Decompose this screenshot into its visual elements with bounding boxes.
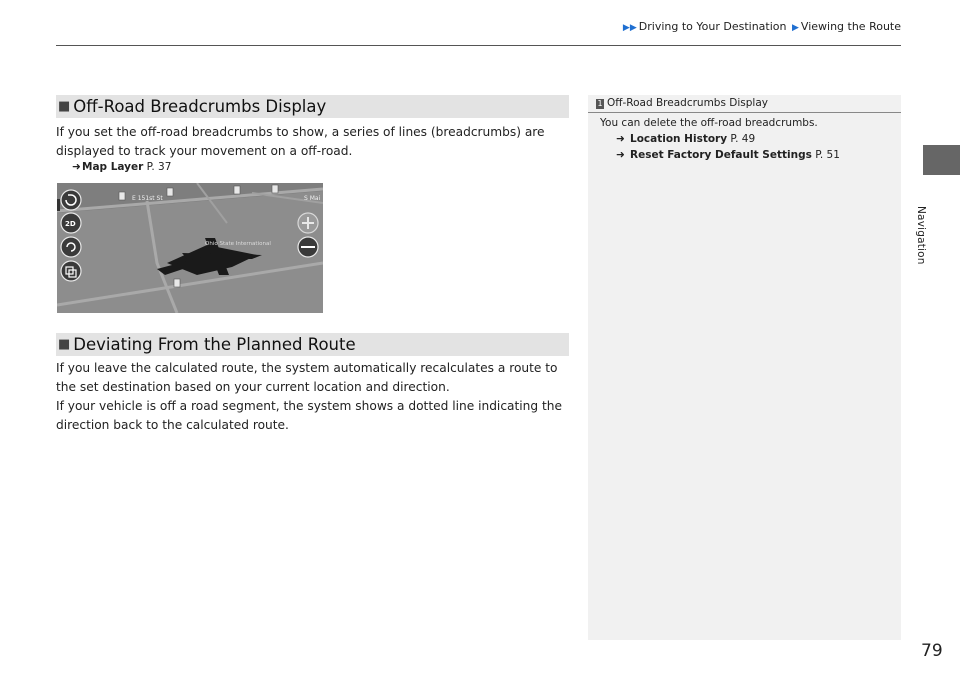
map-poi-icon — [272, 185, 278, 193]
xref-page: P. 37 — [146, 161, 172, 173]
back-button-icon — [61, 190, 81, 210]
map-layer-xref[interactable] — [72, 161, 171, 173]
map-screenshot — [57, 183, 323, 313]
map-poi-icon — [119, 192, 125, 200]
chapter-tab-marker — [923, 145, 960, 175]
note-title-text: Off-Road Breadcrumbs Display — [607, 97, 768, 109]
note-link-page: P. 51 — [815, 149, 840, 161]
note-link-location-history[interactable] — [616, 133, 755, 145]
section-square-icon: ■ — [58, 337, 71, 352]
breadcrumb-arrow-icon: ▶ — [791, 23, 799, 33]
xref-arrow-icon: ➜ — [616, 149, 625, 161]
section-title: Off-Road Breadcrumbs Display — [73, 97, 327, 116]
map-poi-icon — [234, 186, 240, 194]
note-link-page: P. 49 — [730, 133, 756, 145]
note-link-label[interactable]: Location History — [630, 133, 728, 145]
layers-button-icon — [61, 261, 81, 281]
xref-arrow-icon: ➜ — [72, 161, 81, 173]
reroute-button-icon — [61, 237, 81, 257]
page-number: 79 — [921, 641, 943, 661]
section1-body: If you set the off-road breadcrumbs to show, a series of lines (breadcrumbs) are displayed to track your movement on a off-road. — [56, 125, 545, 158]
note-number-badge: 1 — [597, 99, 603, 108]
breadcrumb-chapter[interactable]: Driving to Your Destination — [638, 20, 787, 33]
note-rule — [588, 112, 901, 113]
section2-body-1: If you leave the calculated route, the system automatically recalculates a route to the set destination based on your current location and direction. — [56, 361, 558, 394]
side-note — [588, 95, 901, 640]
xref-label[interactable]: Map Layer — [82, 161, 144, 173]
chapter-tab-label: Navigation — [915, 206, 927, 265]
map-image — [57, 183, 323, 313]
map-place-label: Ohio State International — [205, 241, 271, 247]
breadcrumb-arrow-icon: ▶▶ — [622, 23, 637, 33]
note-text: You can delete the off-road breadcrumbs. — [600, 117, 818, 129]
note-link-reset-factory[interactable] — [616, 149, 840, 161]
section-heading-offroad — [56, 95, 569, 118]
breadcrumb-section[interactable]: Viewing the Route — [800, 20, 901, 33]
breadcrumb — [621, 20, 901, 33]
map-street-label: S Mai — [304, 195, 321, 202]
xref-arrow-icon: ➜ — [616, 133, 625, 145]
map-poi-icon — [167, 188, 173, 196]
section-heading-deviating — [56, 333, 569, 356]
section2-body-2: If your vehicle is off a road segment, the system shows a dotted line indicating the direction back to the calculated route. — [56, 399, 562, 432]
header-rule — [56, 45, 901, 46]
map-poi-icon — [174, 279, 180, 287]
map-street-label: E 151st St — [132, 195, 163, 202]
note-title — [596, 97, 768, 109]
section-title: Deviating From the Planned Route — [73, 335, 356, 354]
note-link-label[interactable]: Reset Factory Default Settings — [630, 149, 812, 161]
section-square-icon: ■ — [58, 99, 71, 114]
svg-text:2D: 2D — [65, 220, 76, 228]
